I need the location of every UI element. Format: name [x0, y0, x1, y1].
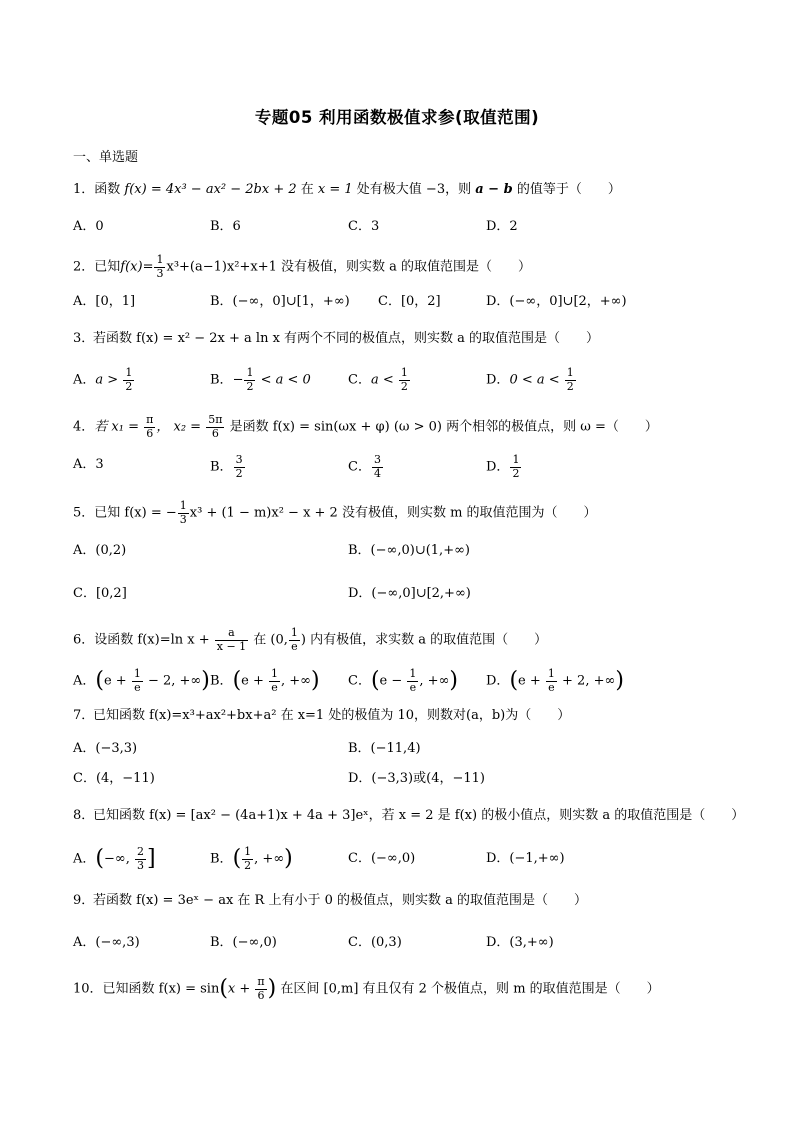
paren-right: ) [311, 668, 320, 694]
option-b[interactable] [210, 367, 311, 393]
formula: a < [370, 372, 398, 388]
paren-right: ) [267, 976, 277, 1002]
option-label: C． [348, 372, 371, 388]
formula: e − [379, 673, 407, 689]
numerator: 2 [136, 845, 144, 858]
denominator: e [291, 639, 298, 653]
paren-left: ( [219, 976, 228, 1002]
option-d[interactable] [486, 454, 522, 480]
numerator: 5π [208, 413, 223, 426]
option-label: B． [210, 851, 233, 867]
fraction [135, 846, 146, 872]
denominator: 2 [512, 466, 520, 480]
formula: − 2, +∞ [143, 673, 202, 689]
denominator: e [409, 680, 417, 694]
fraction [399, 367, 410, 393]
formula: −∞, [103, 851, 134, 867]
paren-left: ( [232, 668, 242, 694]
option-d[interactable]: D．(−3,3)或(4，−11) [348, 771, 485, 786]
bracket-right: ] [146, 846, 156, 872]
numerator: 1 [156, 253, 164, 266]
numerator: 1 [246, 366, 254, 379]
option-b[interactable] [210, 846, 293, 872]
question-10 [73, 976, 660, 1002]
numerator: 1 [512, 453, 520, 466]
denominator: 6 [146, 426, 154, 440]
option-label: D． [486, 673, 510, 689]
numerator: π [146, 413, 154, 426]
denominator: 2 [400, 379, 408, 393]
question-text: 已知函数 f(x)=x³+ax²+bx+a² 在 x=1 处的极值为 10，则数对(a，b)为（ ） [93, 708, 571, 723]
option-b[interactable]: B．(−∞,0) [210, 935, 277, 950]
numerator: 1 [125, 366, 133, 379]
option-d[interactable]: D．2 [486, 219, 518, 234]
question-text: 函数 [94, 182, 125, 197]
fraction [154, 254, 165, 280]
question-6 [73, 627, 547, 653]
question-number: 10． [73, 981, 103, 997]
fraction [244, 367, 255, 393]
denominator: e [134, 680, 141, 694]
option-b[interactable]: B．6 [210, 219, 241, 234]
question-5 [73, 500, 597, 526]
option-a[interactable]: A．(−∞,3) [73, 935, 140, 950]
question-7: 7． [73, 708, 95, 723]
question-text: 设函数 f(x)=ln x + [94, 632, 214, 648]
denominator: e [548, 680, 555, 694]
question-text: x³+(a−1)x²+x+1 没有极值，则实数 a 的取值范围是（ ） [166, 259, 532, 275]
numerator: 1 [409, 667, 417, 680]
option-label: C． [348, 459, 371, 475]
paren-left: ( [232, 846, 242, 872]
fraction [215, 627, 248, 653]
numerator: 1 [271, 667, 279, 680]
formula: f(x) = 4x³ − ax² − 2bx + 2 [124, 182, 297, 197]
option-b[interactable]: B．(−11,4) [348, 741, 421, 756]
option-label: B． [210, 372, 233, 388]
question-number: 5． [73, 505, 95, 521]
formula: 0 < a < [509, 372, 564, 388]
question-text: 若函数 f(x) = x² − 2x + a ln x 有两个不同的极值点，则实数 a 的取值范围是（ ） [93, 331, 600, 346]
fraction [510, 454, 521, 480]
option-a[interactable] [73, 846, 156, 872]
numerator: 3 [373, 453, 381, 466]
option-d[interactable]: D．(−∞，0]∪[2，+∞) [486, 294, 627, 309]
question-1 [73, 183, 621, 196]
numerator: π [257, 975, 265, 988]
option-c[interactable]: C．(4，−11) [73, 771, 155, 786]
question-text: 的值等于（ ） [512, 182, 621, 197]
page-title: 专题05 利用函数极值求参(取值范围) [254, 108, 540, 127]
option-label: A． [73, 372, 96, 388]
option-a[interactable] [73, 367, 135, 393]
question-8: 8． [73, 808, 95, 823]
paren-right: ) [201, 668, 210, 694]
question-text: ) 内有极值，求实数 a 的取值范围（ ） [300, 632, 548, 648]
question-4 [73, 414, 658, 440]
formula: ， x₂ = [156, 419, 206, 435]
option-c[interactable]: C．3 [348, 219, 380, 234]
option-d[interactable] [486, 668, 624, 694]
denominator: x − 1 [216, 639, 247, 653]
option-label: A． [73, 851, 96, 867]
fraction [289, 627, 300, 653]
denominator: 2 [246, 379, 254, 393]
question-text: 已知函数 f(x) = sin [102, 981, 220, 997]
formula: a − b [475, 182, 513, 197]
option-d[interactable]: D．(3,+∞) [486, 935, 554, 950]
option-a[interactable]: A．3 [73, 457, 104, 472]
question-text: 已知 [94, 259, 121, 275]
fraction [546, 668, 557, 694]
numerator: 3 [235, 453, 243, 466]
option-d[interactable]: D．(−1,+∞) [486, 851, 565, 866]
question-number: 4． [73, 419, 95, 435]
option-b[interactable]: B．(−∞，0]∪[1，+∞) [210, 294, 350, 309]
formula: , +∞ [419, 673, 450, 689]
formula: x = 1 [317, 182, 353, 197]
formula: f(x)= [120, 259, 154, 275]
question-text: 已知函数 f(x) = [ax² − (4a+1)x + 4a + 3]eˣ，若 x = 2 是 f(x) 的极小值点，则实数 a 的取值范围是（ ） [93, 808, 745, 823]
option-c[interactable]: C．(−∞,0) [348, 851, 416, 866]
paren-left: ( [95, 668, 104, 694]
fraction [407, 668, 418, 694]
question-9: 9． [73, 893, 95, 908]
option-label: B． [210, 459, 233, 475]
question-3: 3． [73, 331, 95, 346]
formula: , +∞ [254, 851, 285, 867]
question-2 [73, 254, 531, 280]
denominator: 3 [156, 266, 164, 280]
fraction [132, 668, 143, 694]
formula: a > [95, 372, 123, 388]
fraction [242, 846, 253, 872]
fraction [269, 668, 280, 694]
numerator: 1 [547, 667, 555, 680]
numerator: 1 [244, 845, 252, 858]
fraction [565, 367, 576, 393]
formula: + 2, +∞ [557, 673, 616, 689]
option-a[interactable]: A．(−3,3) [73, 741, 138, 756]
option-d[interactable]: D．(−∞,0]∪[2,+∞) [348, 586, 471, 601]
question-text: 在 (0, [249, 632, 288, 648]
fraction [178, 500, 189, 526]
paren-right: ) [449, 668, 458, 694]
numerator: a [215, 627, 248, 641]
question-text: 是函数 f(x) = sin(ωx + φ) (ω > 0) 两个相邻的极值点，则 ω =（ ） [225, 419, 658, 435]
option-c[interactable]: C．(0,3) [348, 935, 402, 950]
option-label: D． [486, 372, 510, 388]
option-c[interactable] [348, 454, 384, 480]
formula: 若 x₁ = [94, 419, 144, 435]
option-label: D． [486, 459, 510, 475]
option-c[interactable] [348, 668, 458, 694]
question-text: x³ + (1 − m)x² − x + 2 没有极值，则实数 m 的取值范围为（ ） [189, 505, 597, 521]
question-number: 1． [73, 182, 95, 197]
fraction [372, 454, 383, 480]
option-a[interactable]: A．(0,2) [73, 543, 127, 558]
fraction [206, 414, 224, 440]
option-c[interactable] [348, 367, 411, 393]
option-a[interactable]: A．0 [73, 219, 104, 234]
denominator: 2 [244, 858, 252, 872]
fraction [123, 367, 134, 393]
paren-right: ) [615, 668, 624, 694]
question-text: 若函数 f(x) = 3eˣ − ax 在 R 上有小于 0 的极值点，则实数 a 的取值范围是（ ） [93, 893, 588, 908]
numerator: 1 [133, 667, 141, 680]
formula: x + [227, 981, 255, 997]
formula: e + [103, 673, 131, 689]
question-text: 处有极大值 −3，则 [352, 182, 476, 197]
denominator: 2 [125, 379, 133, 393]
denominator: e [271, 680, 278, 694]
paren-left: ( [95, 846, 104, 872]
formula: e + [241, 673, 269, 689]
option-b[interactable] [210, 454, 246, 480]
denominator: 4 [373, 466, 381, 480]
denominator: 3 [136, 858, 144, 872]
fraction [144, 414, 155, 440]
option-b[interactable]: B．(−∞,0)∪(1,+∞) [348, 543, 470, 558]
option-d[interactable] [486, 367, 577, 393]
fraction [234, 454, 245, 480]
denominator: 6 [211, 426, 219, 440]
denominator: 2 [566, 379, 574, 393]
option-label: A． [73, 673, 96, 689]
formula: e + [518, 673, 545, 689]
option-label: C． [348, 673, 371, 689]
denominator: 3 [179, 512, 187, 526]
option-label: B． [210, 673, 233, 689]
question-number: 2． [73, 259, 95, 275]
option-c[interactable]: C．[0,2] [73, 586, 127, 601]
option-a[interactable]: A．[0，1] [73, 294, 136, 309]
formula: < a < 0 [256, 372, 311, 388]
section-heading: 一、单选题 [73, 150, 139, 165]
option-c[interactable]: C．[0，2] [378, 294, 441, 309]
option-a[interactable] [73, 668, 210, 694]
question-text: 在区间 [0,m] 有且仅有 2 个极值点，则 m 的取值范围是（ ） [276, 981, 660, 997]
denominator: 2 [235, 466, 243, 480]
denominator: 6 [257, 988, 265, 1002]
option-b[interactable] [210, 668, 320, 694]
fraction [255, 976, 266, 1002]
question-number: 6． [73, 632, 95, 648]
numerator: 1 [179, 499, 187, 512]
paren-left: ( [509, 668, 519, 694]
numerator: 1 [290, 626, 298, 639]
question-text: 已知 f(x) = − [94, 505, 177, 521]
numerator: 1 [400, 366, 408, 379]
paren-left: ( [370, 668, 380, 694]
question-text: 在 [296, 182, 318, 197]
paren-right: ) [284, 846, 293, 872]
formula: − [232, 372, 244, 388]
formula: , +∞ [281, 673, 312, 689]
numerator: 1 [566, 366, 574, 379]
